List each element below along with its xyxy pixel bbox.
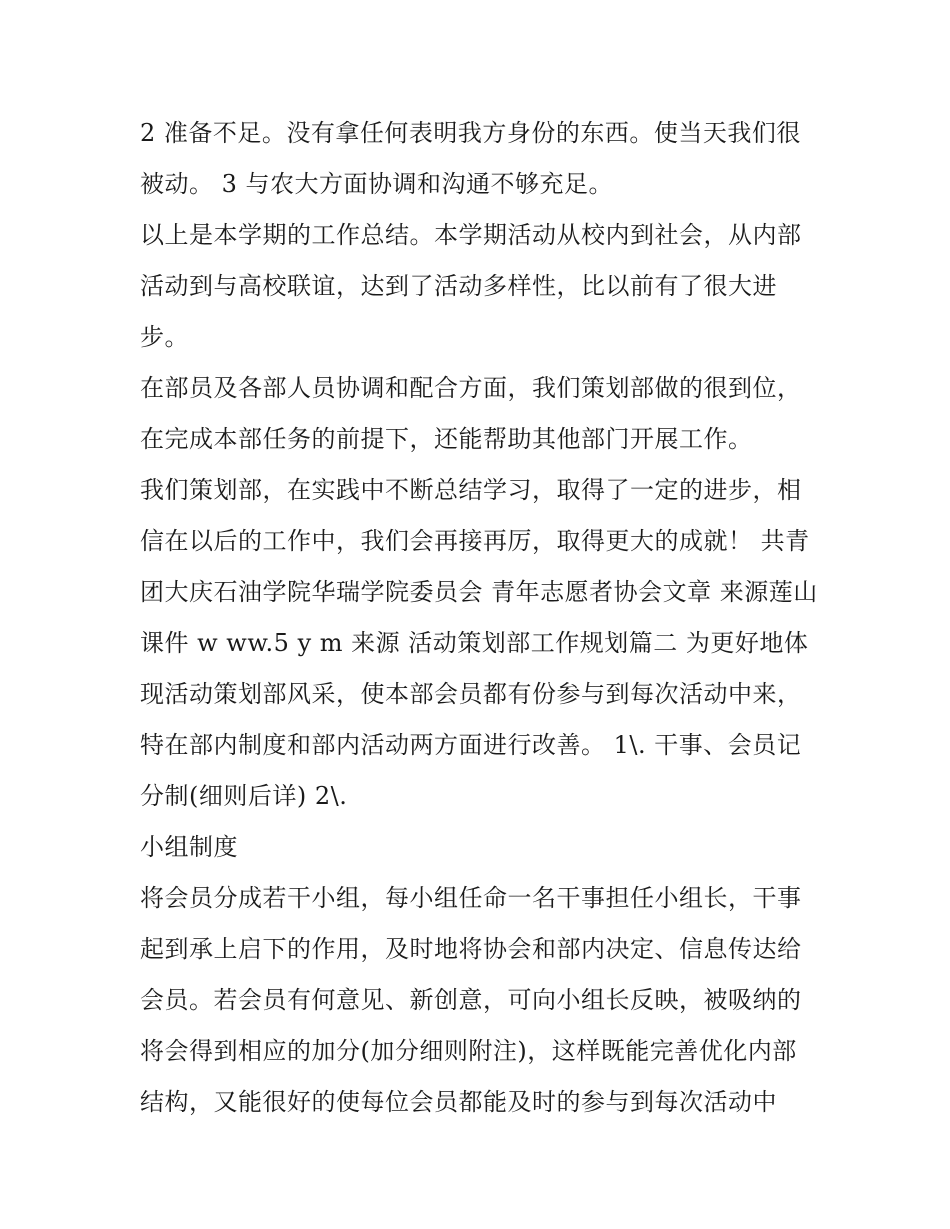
paragraph-4: 我们策划部，在实践中不断总结学习，取得了一定的进步，相信在以后的工作中，我们会再接再厉，取得更大的成就！ 共青团大庆石油学院华瑞学院委员会 青年志愿者协会文章 来源莲山 课件 w ww.5 y m 来源 活动策划部工作规划篇二 为更好地体现活动策划部风采，使本部会员都有份参与到每次活动中来，特在部内制度和部内活动两方面进行改善。 1\. 干事、会员记分制(细则后详) 2\. <box>140 476 818 810</box>
paragraph-5-heading: 小组制度 <box>140 833 238 861</box>
paragraph-1: 2 准备不足。没有拿任何表明我方身份的东西。使当天我们很被动。 3 与农大方面协调和沟通不够充足。 <box>140 119 801 198</box>
paragraph-2: 以上是本学期的工作总结。本学期活动从校内到社会，从内部活动到与高校联谊，达到了活动多样性，比以前有了很大进步。 <box>140 221 802 351</box>
document-page <box>140 108 820 1128</box>
paragraph-3: 在部员及各部人员协调和配合方面，我们策划部做的很到位，在完成本部任务的前提下，还能帮助其他部门开展工作。 <box>140 374 802 453</box>
paragraph-6: 将会员分成若干小组，每小组任命一名干事担任小组长，干事起到承上启下的作用，及时地将协会和部内决定、信息传达给会员。若会员有何意见、新创意，可向小组长反映，被吸纳的将会得到相应的加分(加分细则附注)，这样既能完善优化内部结构，又能很好的使每位会员都能及时的参与到每次活动中 <box>140 884 802 1116</box>
